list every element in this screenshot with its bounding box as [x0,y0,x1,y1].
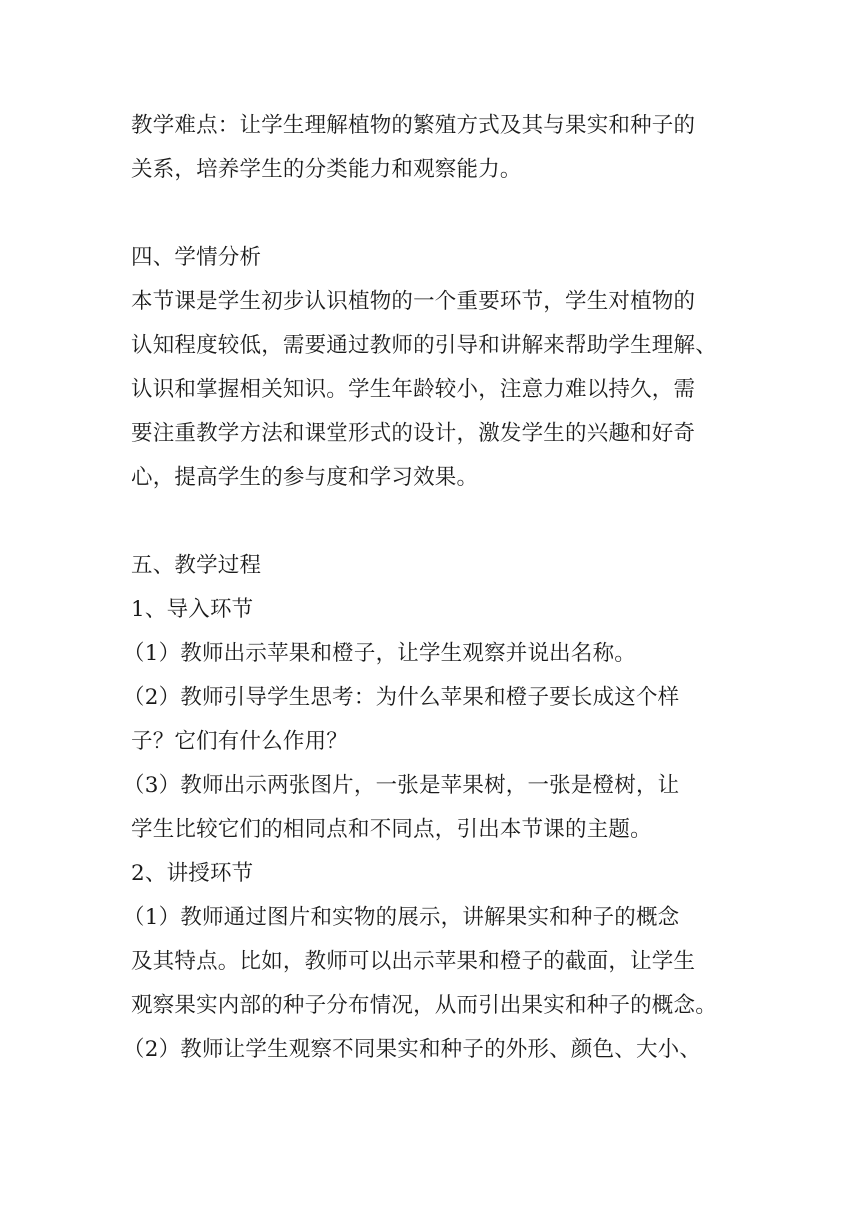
intro-item-1 [123,632,741,676]
list-item-line: （1）教师出示苹果和橙子，让学生观察并说出名称。 [123,641,636,666]
list-item-line: （2）教师引导学生思考：为什么苹果和橙子要长成这个样 [123,685,680,710]
list-item-line: （3）教师出示两张图片，一张是苹果树，一张是橙树，让 [123,773,680,798]
paragraph-line: 教学难点：让学生理解植物的繁殖方式及其与果实和种子的 [131,113,696,138]
blank-line [131,192,741,236]
blank-line [131,500,741,544]
list-item-line: 及其特点。比如，教师可以出示苹果和橙子的截面，让学生 [131,949,696,974]
subsection-heading-intro: 1、导入环节 [131,597,254,622]
teaching-item-2 [123,1028,741,1072]
paragraph-line: 关系，培养学生的分类能力和观察能力。 [131,157,522,182]
list-item-line: 子？它们有什么作用？ [131,729,349,754]
intro-item-2 [123,676,741,764]
teaching-item-1 [123,896,741,1028]
paragraph-line: 要注重教学方法和课堂形式的设计，激发学生的兴趣和好奇 [131,421,696,446]
list-item-line: 学生比较它们的相同点和不同点，引出本节课的主题。 [131,817,652,842]
subsection-heading-teaching: 2、讲授环节 [131,861,254,886]
paragraph-line: 认知程度较低，需要通过教师的引导和讲解来帮助学生理解、 [131,333,717,358]
paragraph-line: 心，提高学生的参与度和学习效果。 [131,465,479,490]
document-page [123,104,741,1072]
paragraph-line: 认识和掌握相关知识。学生年龄较小，注意力难以持久，需 [131,377,696,402]
section-heading-learner-analysis: 四、学情分析 [131,245,262,270]
list-item-line: （2）教师让学生观察不同果实和种子的外形、颜色、大小、 [123,1037,702,1062]
section-heading-teaching-process: 五、教学过程 [131,553,262,578]
learner-analysis-paragraph [131,280,741,500]
teaching-difficulty-paragraph [131,104,741,192]
paragraph-line: 本节课是学生初步认识植物的一个重要环节，学生对植物的 [131,289,696,314]
list-item-line: （1）教师通过图片和实物的展示，讲解果实和种子的概念 [123,905,680,930]
intro-item-3 [123,764,741,852]
list-item-line: 观察果实内部的种子分布情况，从而引出果实和种子的概念。 [131,993,717,1018]
